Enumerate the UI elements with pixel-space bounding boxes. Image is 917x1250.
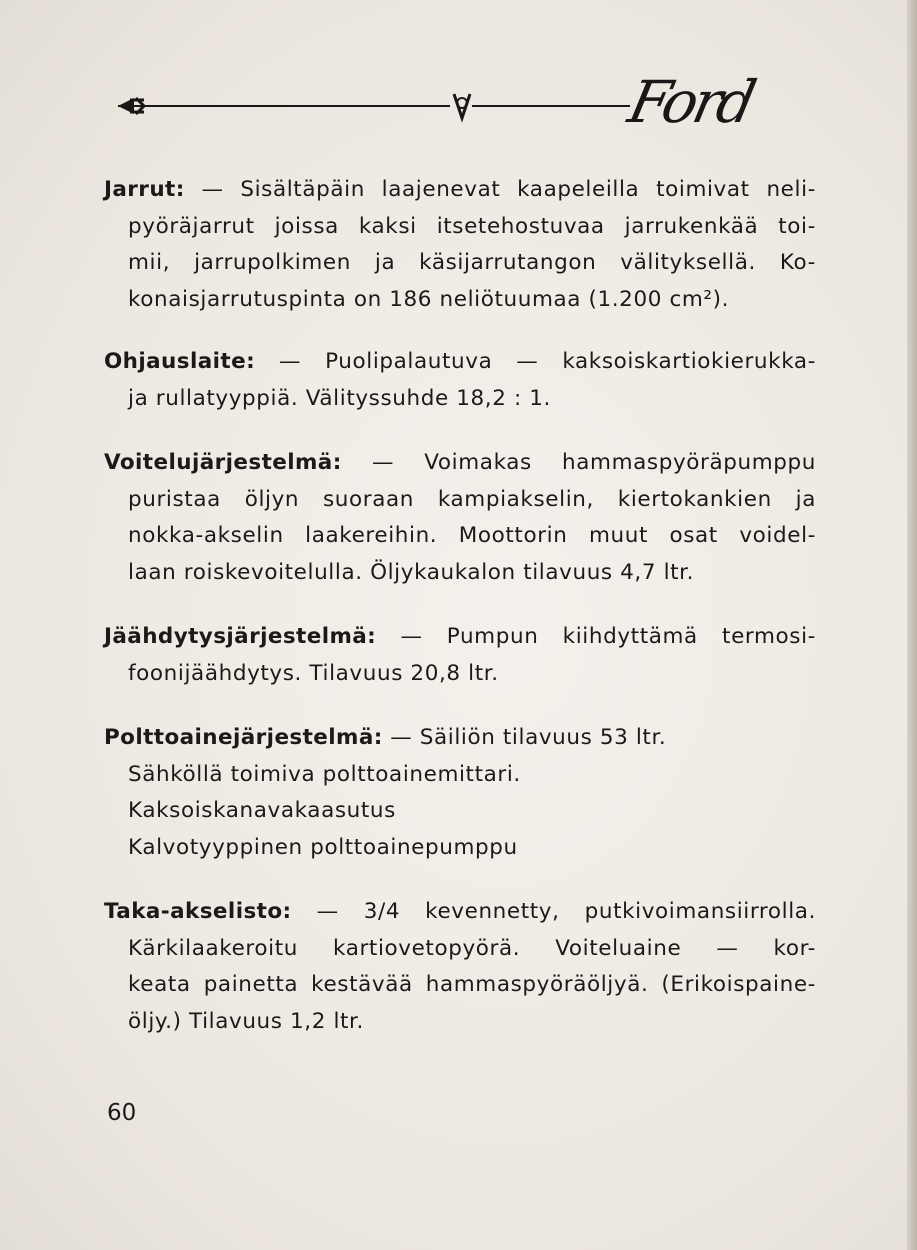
section-line: nokka-akselin laakereihin. Moottorin muut osat voidel- bbox=[128, 523, 816, 548]
section-lubrication bbox=[104, 445, 816, 591]
section-line: laan roiskevoitelulla. Öljykaukalon tilavuus 4,7 ltr. bbox=[128, 559, 695, 585]
section-line: öljy.) Tilavuus 1,2 ltr. bbox=[128, 1008, 364, 1034]
section-label: Polttoainejärjestelmä: bbox=[104, 725, 383, 750]
section-fuel bbox=[104, 720, 816, 866]
section-line: Polttoainejärjestelmä: — Säiliön tilavuus 53 ltr. bbox=[104, 725, 667, 750]
section-line: Ohjauslaite: — Puolipalautuva — kaksoiskartiokierukka- bbox=[104, 349, 816, 374]
section-label: Taka-akselisto: bbox=[104, 899, 292, 924]
section-line: puristaa öljyn suoraan kampiakselin, kiertokankien ja bbox=[128, 486, 816, 512]
section-line: mii, jarrupolkimen ja käsijarrutangon välityksellä. Ko- bbox=[128, 250, 816, 275]
section-line: pyöräjarrut joissa kaksi itsetehostuvaa jarrukenkää toi- bbox=[128, 213, 816, 239]
section-line: Voitelujärjestelmä: — Voimakas hammaspyöräpumppu bbox=[104, 450, 816, 475]
section-line: Jarrut: — Sisältäpäin laajenevat kaapeleilla toimivat neli- bbox=[104, 177, 817, 202]
spec-content bbox=[104, 172, 816, 1068]
section-line: Kalvotyyppinen polttoainepumppu bbox=[128, 834, 518, 860]
section-line: konaisjarrutuspinta on 186 neliötuumaa (1.200 cm²). bbox=[128, 286, 730, 312]
ford-logo: Ford bbox=[622, 68, 759, 136]
section-line: Taka-akselisto: — 3/4 kevennetty, putkivoimansiirrolla. bbox=[104, 899, 817, 924]
section-cooling bbox=[104, 619, 816, 692]
section-line: foonijäähdytys. Tilavuus 20,8 ltr. bbox=[128, 660, 499, 686]
page-edge bbox=[907, 0, 917, 1250]
ford-header bbox=[110, 60, 810, 140]
section-label: Jäähdytysjärjestelmä: bbox=[104, 624, 377, 649]
section-line: Kärkilaakeroitu kartiovetopyörä. Voiteluaine — kor- bbox=[128, 935, 816, 961]
section-label: Voitelujärjestelmä: bbox=[104, 450, 342, 475]
section-line: Sähköllä toimiva polttoainemittari. bbox=[128, 761, 521, 787]
section-steering bbox=[104, 344, 816, 417]
section-label: Ohjauslaite: bbox=[104, 349, 256, 374]
section-label: Jarrut: bbox=[104, 177, 185, 202]
section-brakes bbox=[104, 172, 816, 318]
section-line: Kaksoiskanavakaasutus bbox=[128, 798, 396, 823]
section-line: keata painetta kestävää hammaspyöräöljyä. (Erikoispaine- bbox=[128, 972, 816, 997]
section-rear-axle bbox=[104, 894, 816, 1040]
page-number: 60 bbox=[107, 1100, 137, 1126]
section-line: Jäähdytysjärjestelmä: — Pumpun kiihdyttämä termosi- bbox=[104, 624, 816, 649]
section-line: ja rullatyyppiä. Välityssuhde 18,2 : 1. bbox=[128, 385, 551, 411]
